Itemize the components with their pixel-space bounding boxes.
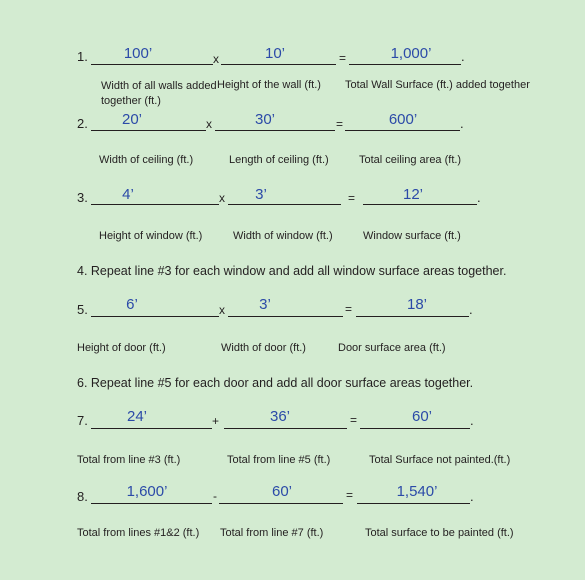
field-label: Width of window (ft.): [233, 230, 333, 242]
blank-3: [357, 503, 470, 504]
operator-multiply: x: [206, 117, 212, 131]
row-number: 8.: [77, 489, 88, 504]
field-label: Window surface (ft.): [363, 230, 461, 242]
handwritten-value: 1,600’: [126, 483, 168, 500]
operator-equals: =: [336, 117, 344, 131]
row-end: .: [477, 190, 481, 205]
operator-multiply: x: [213, 52, 219, 66]
row-end: .: [470, 489, 474, 504]
row-end: .: [461, 49, 465, 64]
operator-multiply: x: [219, 191, 225, 205]
field-label: Total from lines #1&2 (ft.): [77, 527, 200, 539]
field-label: Width of ceiling (ft.): [99, 154, 194, 166]
field-label: Total Wall Surface (ft.) added together: [345, 79, 530, 91]
blank-3: [349, 64, 461, 65]
handwritten-value: 6’: [126, 296, 138, 313]
field-label: Width of all walls added together (ft.): [101, 80, 217, 107]
operator-equals: =: [339, 51, 347, 65]
blank-3: [345, 130, 460, 131]
blank-2: [228, 204, 341, 205]
handwritten-value: 10’: [264, 45, 286, 62]
row-number: 5.: [77, 302, 88, 317]
operator-plus: +: [212, 414, 220, 428]
operator-equals: =: [350, 413, 358, 427]
handwritten-value: 18’: [406, 296, 428, 313]
blank-1: [91, 428, 212, 429]
operator-equals: =: [346, 488, 354, 502]
instruction-6: 6. Repeat line #5 for each door and add all door surface areas together.: [77, 376, 474, 390]
blank-2: [215, 130, 335, 131]
operator-multiply: x: [219, 303, 225, 317]
row-number: 7.: [77, 413, 88, 428]
handwritten-value: 4’: [122, 186, 134, 203]
blank-2: [224, 428, 347, 429]
blank-2: [228, 316, 343, 317]
handwritten-value: 20’: [121, 111, 143, 128]
row-number: 3.: [77, 190, 88, 205]
field-label: Total ceiling area (ft.): [359, 154, 462, 166]
handwritten-value: 30’: [254, 111, 276, 128]
field-label: Length of ceiling (ft.): [229, 154, 329, 166]
row-number: 2.: [77, 116, 88, 131]
row-number: 1.: [77, 49, 88, 64]
handwritten-value: 60’: [271, 483, 293, 500]
blank-1: [91, 130, 206, 131]
handwritten-value: 600’: [388, 111, 418, 128]
field-label: Total from line #5 (ft.): [227, 454, 331, 466]
handwritten-value: 100’: [123, 45, 153, 62]
row-end: .: [470, 413, 474, 428]
operator-minus: -: [213, 489, 217, 503]
handwritten-value: 36’: [269, 408, 291, 425]
handwritten-value: 3’: [255, 186, 267, 203]
blank-1: [91, 204, 219, 205]
blank-1: [91, 503, 212, 504]
blank-3: [363, 204, 477, 205]
blank-3: [360, 428, 470, 429]
handwritten-value: 1,000’: [390, 45, 432, 62]
blank-1: [91, 64, 213, 65]
field-label: Total from line #3 (ft.): [77, 454, 181, 466]
handwritten-value: 12’: [402, 186, 424, 203]
blank-2: [219, 503, 343, 504]
field-label: Width of door (ft.): [221, 342, 306, 354]
field-label: Total surface to be painted (ft.): [365, 527, 514, 539]
blank-3: [356, 316, 469, 317]
handwritten-value: 24’: [126, 408, 148, 425]
field-label: Height of door (ft.): [77, 342, 166, 354]
handwritten-value: 3’: [259, 296, 271, 313]
field-label: Door surface area (ft.): [338, 342, 446, 354]
blank-2: [221, 64, 336, 65]
row-end: .: [460, 116, 464, 131]
blank-1: [91, 316, 219, 317]
instruction-4: 4. Repeat line #3 for each window and add all window surface areas together.: [77, 264, 507, 278]
field-label: Height of the wall (ft.): [217, 79, 321, 91]
operator-equals: =: [345, 302, 353, 316]
field-label: Total Surface not painted.(ft.): [369, 454, 511, 466]
handwritten-value: 60’: [411, 408, 433, 425]
operator-equals: =: [348, 191, 356, 205]
row-end: .: [469, 302, 473, 317]
handwritten-value: 1,540’: [396, 483, 438, 500]
field-label: Height of window (ft.): [99, 230, 203, 242]
field-label: Total from line #7 (ft.): [220, 527, 324, 539]
